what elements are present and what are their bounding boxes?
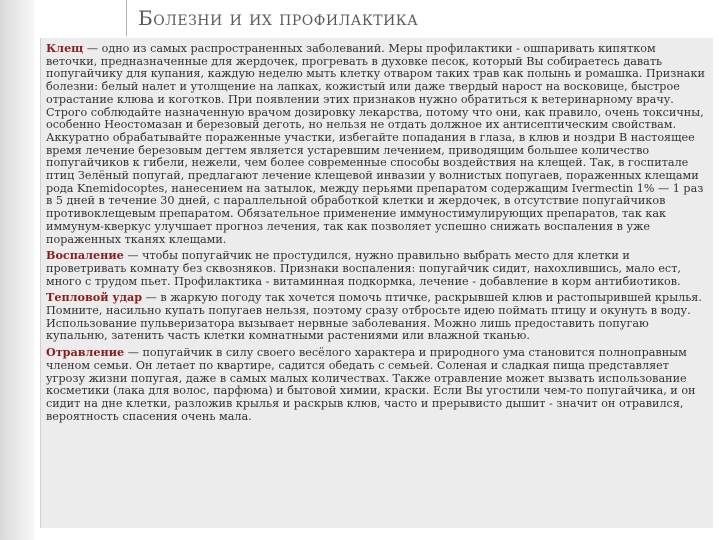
section-text: — чтобы попугайчик не простудился, нужно правильно выбрать место для клетки и проветривать комнату без сквозняков. Признаки воспаления: попугайчик сидит, нахохлившись, мало ест, много с трудом пьет. Профилактика - витаминная подкормка, лечение - добавление в корм антибиотиков. <box>46 249 681 288</box>
section-term: Клещ <box>46 41 84 55</box>
section-term: Тепловой удар <box>46 290 143 305</box>
document-body <box>46 42 708 426</box>
section-text: — в жаркую погоду так хочется помочь птичке, раскрывшей клюв и растопырившей крылья. Помните, насильно купать попугаев нельзя, поэтому сразу отбросьте идею поймать птицу и окунуть в воду. Использование пульверизатора вызывает нервные заболевания. Можно лишь предоставить попугаю купальню, затенить часть клетки комнатными растениями или влажной тканью. <box>46 291 702 343</box>
section-text: — одно из самых распространенных заболеваний. Меры профилактики - ошпаривать кипятком веточки, предназначенные для жердочек, прогревать в духовке песок, который Вы собираетесь давать попугайчику для купания, каждую неделю мыть клетку отваром таких трав как полынь и ромашка. Признаки болезни: белый налет и утолщение на лапках, кожистый или даже твердый нарост на восковице, быстрое отрастание клюва и коготков. При появлении этих признаков нужно обратиться к ветеринарному врачу. Строго соблюдайте назначенную врачом дозировку лекарства, потому что они, как правило, очень токсичны, особенно Неостомазан и березовый деготь, но нельзя не отдать должное их антисептическим свойствам. Аккуратно обрабатывайте пораженные участки, избегайте попадания в глаза, в клюв и ноздри В настоящее время лечение березовым дегтем является устаревшим лечением, приводящим большее количество попугайчиков к гибели, нежели, чем более современные способы воздействия на клещей. Так, в госпитале птиц Зелёный попугай, предлагают лечение клещевой инвазии у волнистых попугаев, пораженных клещами рода Knemidocoptes, нанесением на затылок, между перьями препаратом содержащим Ivermectin 1% — 1 раз в 5 дней в течение 30 дней, с параллельной обработкой клетки и жердочек, в отсутствие попугайчиков противоклещевым препаратом. Обязательное применение иммуностимулирующих препаратов, так как иммунум-кверкус улучшает прогноз лечения, так как позволяет успешно снижать воспаления в уже пораженных тканях клещами. <box>46 42 705 246</box>
section-inflammation <box>46 249 708 288</box>
section-term: Отравление <box>46 345 125 360</box>
section-text: — попугайчик в силу своего весёлого характера и природного ума становится полноправным членом семьи. Он летает по квартире, садится обедать с семьей. Соленая и сладкая пища представляет угрозу жизни попугая, даже в самых малых количествах. Также отравление может вызвать использование косметики (лака для волос, парфюма) и бытовой химии, краски. Если Вы угостили чем-то попугайчика, и он сидит на дне клетки, разложив крылья и раскрыв клюв, часто и прерывисто дышит - значит он отравился, вероятность спасения очень мала. <box>46 346 696 423</box>
page-title: Болезни и их профилактика <box>138 6 419 30</box>
section-tick <box>46 42 708 246</box>
section-poisoning <box>46 346 708 423</box>
left-decorative-band <box>0 0 34 540</box>
section-heatstroke <box>46 291 708 343</box>
section-term: Воспаление <box>46 248 124 263</box>
title-divider <box>126 0 127 36</box>
